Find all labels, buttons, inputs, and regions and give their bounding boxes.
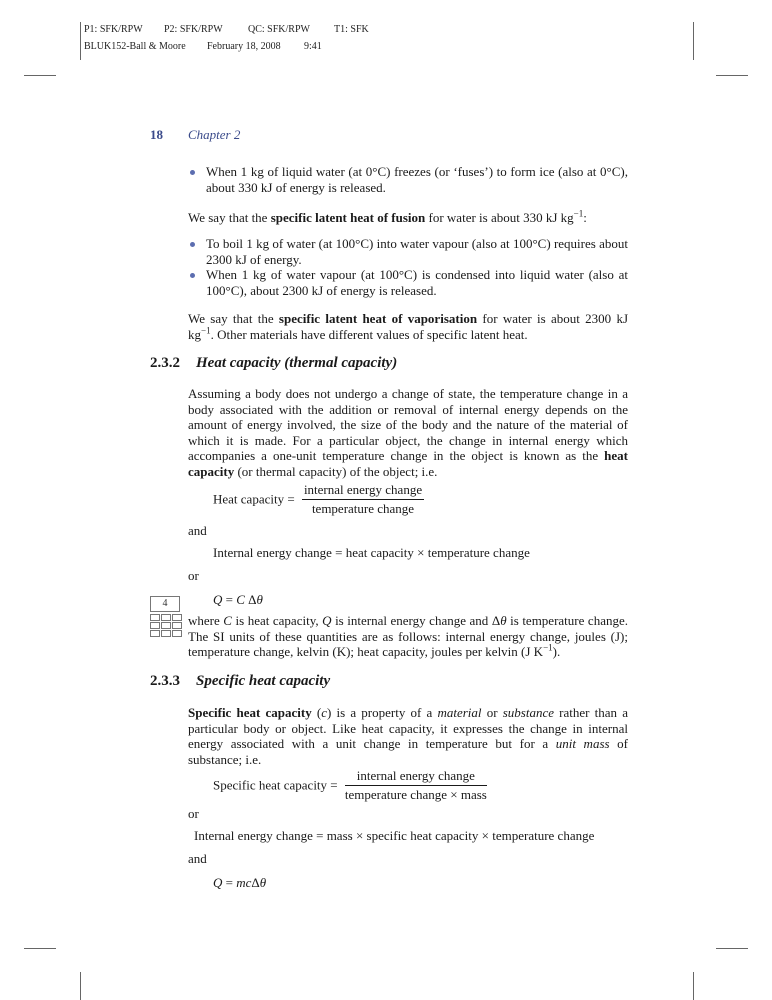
equation-specific-heat-capacity-fraction: Specific heat capacity = $\frac{\text{internal energy change}}{\text{temperature change × mass}}$	[213, 768, 487, 802]
header-qc: QC: SFK/RPW	[248, 24, 310, 35]
section-heading-heat-capacity: 2.3.2 Heat capacity (thermal capacity)	[150, 355, 398, 371]
bullet-dot	[190, 242, 195, 247]
paragraph-latent-vaporisation: We say that the specific latent heat of vaporisation for water is about 2300 kJ $kg^{-1}$. Other materials have different values of specific latent heat.	[188, 311, 629, 342]
paragraph-heat-capacity: Assuming a body does not undergo a change of state, the temperature change in a body associated with the addition or removal of internal energy depends on the amount of energy involved, the size of the body and the nature of the material of which it is made. For a particular object, the change in internal energy which accompanies a one-unit temperature change in the object is known as the heat capacity (or thermal capacity) of the object; i.e.	[188, 386, 628, 479]
word-and: and	[188, 523, 207, 538]
crop-mark-bottom-left-vertical	[80, 972, 81, 1000]
crop-mark-bottom-right-vertical	[693, 972, 694, 1000]
equation-number-box: 4	[150, 596, 180, 612]
crop-mark-top-right-vertical	[693, 22, 694, 60]
equation-grid-icon	[150, 614, 182, 638]
crop-mark-top-left-vertical	[80, 22, 81, 60]
word-or: or	[188, 568, 199, 583]
header-p1: P1: SFK/RPW	[84, 24, 143, 35]
crop-mark-bottom-right-horizontal	[716, 948, 748, 949]
bullet-boiling: To boil 1 kg of water (at 100°C) into water vapour (also at 100°C) requires about 2300 kJ of energy.	[206, 236, 628, 267]
header-t1: T1: SFK	[334, 24, 369, 35]
bullet-dot	[190, 273, 195, 278]
header-date: February 18, 2008	[207, 41, 281, 52]
equation-internal-energy-heat-capacity: Internal energy change = heat capacity × temperature change	[213, 545, 530, 560]
paragraph-specific-heat-capacity: Specific heat capacity (c) is a property of a material or substance rather than a particular body or object. Like heat capacity, it expresses the change in internal energy associated with a unit change in temperature but for a unit mass of substance; i.e.	[188, 705, 628, 767]
bullet-condensing: When 1 kg of water vapour (at 100°C) is condensed into liquid water (also at 100°C), about 2300 kJ of energy is released.	[206, 267, 628, 298]
equation-internal-energy-mass: Internal energy change = mass × specific heat capacity × temperature change	[194, 828, 595, 843]
crop-mark-top-right-horizontal	[716, 75, 748, 76]
equation-heat-capacity-fraction: Heat capacity = $\frac{\text{internal energy change}}{\text{temperature change}}$	[213, 482, 423, 516]
bullet-dot	[190, 170, 195, 175]
header-time: 9:41	[304, 41, 322, 52]
crop-mark-bottom-left-horizontal	[24, 948, 56, 949]
equation-q-equals-c-delta-theta: Q = C Δθ	[213, 592, 263, 607]
header-code: BLUK152-Ball & Moore	[84, 41, 186, 52]
paragraph-where-definitions: where C is heat capacity, Q is internal energy change and Δθ is temperature change. The SI units of these quantities are as follows: internal energy change, joules (J); temperature change, kelvin (K); heat capacity, joules per kelvin (J $K^{-1}$).	[188, 613, 628, 659]
word-or: or	[188, 806, 199, 821]
section-heading-specific-heat-capacity: 2.3.3 Specific heat capacity	[150, 673, 331, 689]
chapter-title: Chapter 2	[188, 127, 241, 142]
bullet-freezing: When 1 kg of liquid water (at 0°C) freezes (or ‘fuses’) to form ice (also at 0°C), about 330 kJ of energy is released.	[206, 164, 628, 195]
paragraph-latent-fusion: We say that the specific latent heat of fusion for water is about 330 kJ $kg^{-1}$:	[188, 208, 587, 225]
crop-mark-top-left-horizontal	[24, 75, 56, 76]
page-number: 18	[150, 127, 163, 142]
word-and: and	[188, 851, 207, 866]
equation-q-equals-mc-delta-theta: Q = mcΔθ	[213, 875, 267, 890]
header-p2: P2: SFK/RPW	[164, 24, 223, 35]
